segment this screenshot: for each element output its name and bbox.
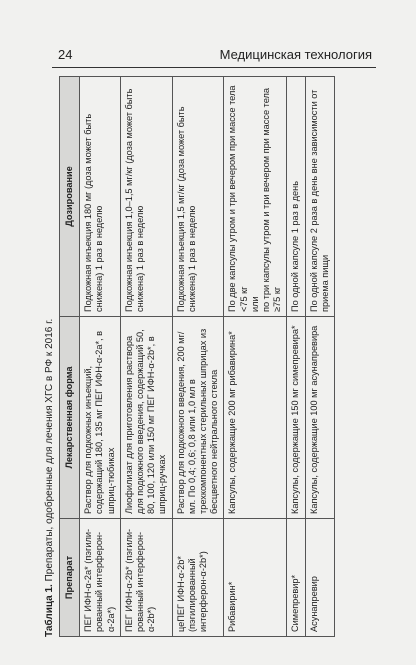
dosing-cell [172, 77, 224, 317]
table-header-row [60, 77, 80, 637]
form-cell: Капсулы, содержащие 100 мг асунапревира [305, 317, 334, 519]
table-row [80, 77, 121, 637]
dosing-cell [305, 77, 334, 317]
drug-cell: Асунапревир [305, 519, 334, 637]
table-row [172, 77, 224, 637]
form-cell: Лиофилизат для приготовления раствора для подкожного введения, содержащий 50, 80, 100, 120 или 150 мг ПЕГ ИФН-α-2b*, в шприц-ручках [120, 317, 172, 519]
column-header-drug: Препарат [60, 519, 80, 637]
dosing-cell [224, 77, 287, 317]
dosing-line: или [249, 296, 260, 312]
header-rule [52, 67, 376, 68]
column-header-form: Лекарственная форма [60, 317, 80, 519]
dosing-line: по три капсулы утром и три вечером при массе тела ≥75 кг [261, 87, 283, 312]
drug-cell: ПЕГ ИФН-α-2а* (пэгили-рованный интерферон-α-2а*) [80, 519, 121, 637]
dosing-cell [80, 77, 121, 317]
drug-cell: цеПЕГ ИФН-α-2b* (пэгилированный интерферон-α-2b*) [172, 519, 224, 637]
drug-cell: Симепревир* [287, 519, 305, 637]
dosing-line: Подкожная инъекция 1,5 мг/кг (доза может быть снижена) 1 раз в неделю [175, 106, 197, 312]
table-caption-label: Таблица 1. [44, 584, 55, 637]
page-header [0, 0, 416, 80]
dosing-line: Подкожная инъекция 180 мг (доза может быть снижена) 1 раз в неделю [83, 113, 105, 312]
drug-cell: ПЕГ ИФН-α-2b* (пэгили-рованный интерферон-α-2b*) [120, 519, 172, 637]
column-header-dosing: Дозирование [60, 77, 80, 317]
table-row [120, 77, 172, 637]
dosing-line: По одной капсуле 2 раза в день вне зависимости от приема пищи [308, 89, 330, 312]
table-row [305, 77, 334, 637]
table-caption [43, 77, 59, 637]
form-cell: Капсулы, содержащие 150 мг симепревира* [287, 317, 305, 519]
dosing-line: Подкожная инъекция 1,0–1,5 мг/кг (доза может быть снижена) 1 раз в неделю [123, 88, 146, 312]
form-cell: Раствор для подкожного введения, 200 мг/мл. По 0,4; 0,6; 0,8 или 1,0 мл в трехкомпонентных стерильных шприцах из бесцветного нейтрального стекла [172, 317, 224, 519]
drugs-table [59, 76, 335, 637]
table-row [287, 77, 305, 637]
dosing-cell [287, 77, 305, 317]
dosing-cell [120, 77, 172, 317]
form-cell: Капсулы, содержащие 200 мг рибавирина* [224, 317, 287, 519]
page-number: 24 [58, 47, 73, 62]
dosing-line: По две капсулы утром и три вечером при массе тела <75 кг [227, 85, 249, 312]
table-row [224, 77, 287, 637]
drug-cell: Рибавирин* [224, 519, 287, 637]
running-title: Медицинская технология [219, 47, 372, 62]
form-cell: Раствор для подкожных инъекций, содержащий 180, 135 мг ПЕГ ИФН-α-2а*, в шприц-тюбиках [80, 317, 121, 519]
rotated-table-block [43, 77, 373, 637]
dosing-line: По одной капсуле 1 раз в день [290, 180, 301, 312]
table-caption-text: Препараты, одобренные для лечения ХГС в РФ к 2016 г. [44, 318, 55, 582]
